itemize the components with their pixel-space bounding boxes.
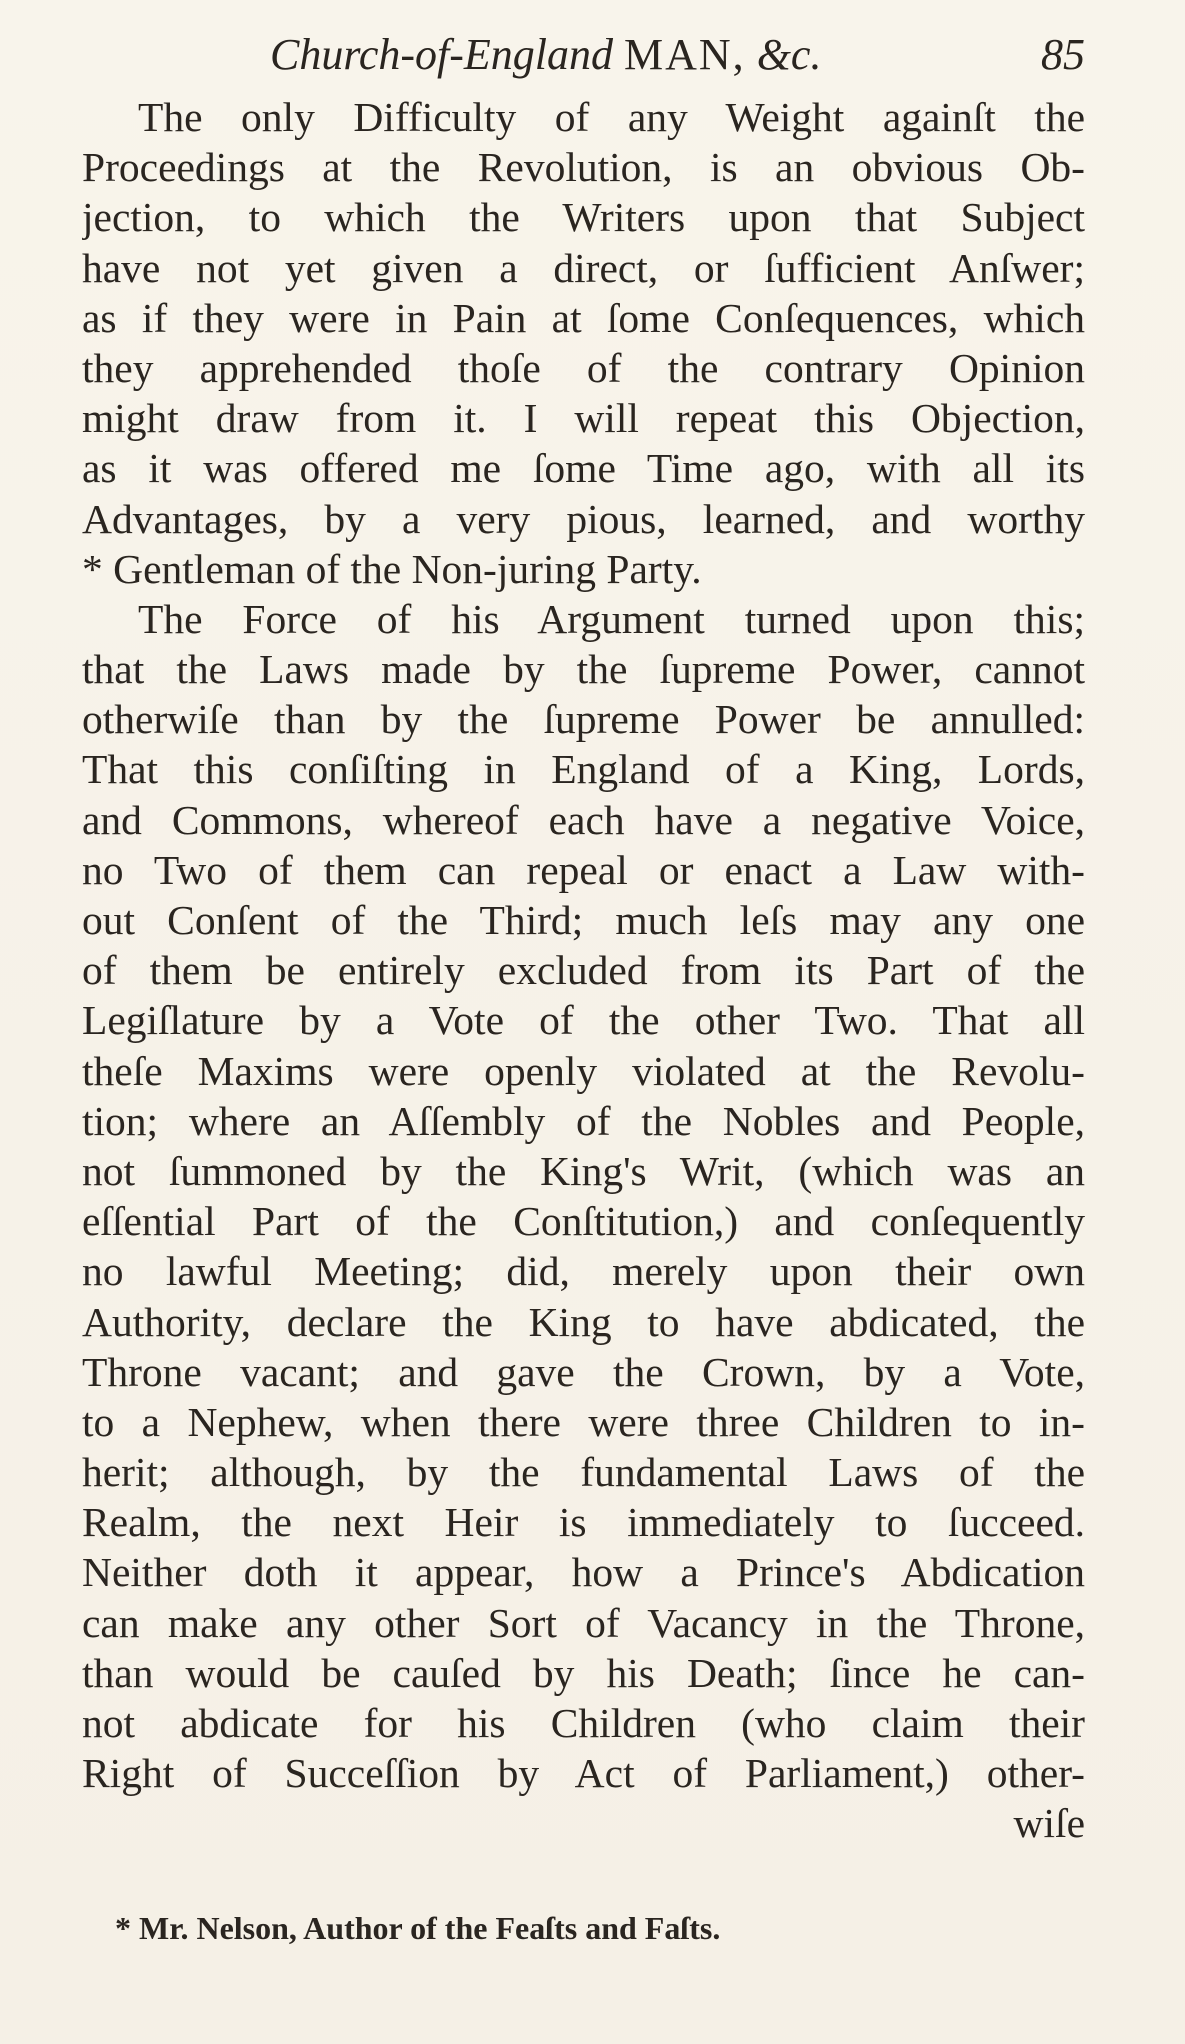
text-line: no lawful Meeting; did, merely upon their own: [82, 1248, 1085, 1295]
text-line: not abdicate for his Children (who claim their: [82, 1700, 1085, 1746]
text-line: Realm, the next Heir is immediately to ſucceed.: [82, 1499, 1085, 1546]
text-line: and Commons, whereof each have a negative Voice,: [82, 796, 1085, 843]
running-head-title-tail: &c.: [756, 30, 822, 79]
running-head-title-caps: MAN,: [624, 30, 746, 79]
running-head-title-italic: Church-of-England: [270, 30, 613, 79]
text-line: The only Difficulty of any Weight againſt the: [138, 94, 1085, 140]
text-line: might draw from it. I will repeat this Objection,: [82, 395, 1085, 442]
text-line: jection, to which the Writers upon that Subject: [82, 194, 1085, 241]
text-line: Throne vacant; and gave the Crown, by a Vote,: [82, 1348, 1085, 1395]
catchword: wiſe: [1013, 1800, 1085, 1847]
text-line: theſe Maxims were openly violated at the Revolu-: [82, 1047, 1085, 1094]
text-line: to a Nephew, when there were three Children to in-: [82, 1398, 1085, 1445]
running-head: [0, 22, 1085, 88]
text-line: Authority, declare the King to have abdicated, the: [82, 1298, 1085, 1345]
footnote: * Mr. Nelson, Author of the Feaſts and Faſts.: [115, 1910, 721, 1946]
text-line: out Conſent of the Third; much leſs may any one: [82, 897, 1085, 943]
text-line: than would be cauſed by his Death; ſince he can-: [82, 1649, 1085, 1696]
page-number: 85: [1041, 30, 1085, 79]
text-line: Legiſlature by a Vote of the other Two. That all: [82, 997, 1085, 1044]
text-line: * Gentleman of the Non-juring Party.: [82, 545, 702, 592]
text-line: The Force of his Argument turned upon this;: [138, 595, 1085, 642]
text-line: as if they were in Pain at ſome Conſequences, which: [82, 294, 1085, 341]
text-line: not ſummoned by the King's Writ, (which was an: [82, 1147, 1085, 1194]
text-line: tion; where an Aſſembly of the Nobles and People,: [82, 1097, 1085, 1144]
text-line: Proceedings at the Revolution, is an obvious Ob-: [82, 144, 1085, 191]
text-line: Neither doth it appear, how a Prince's Abdication: [82, 1549, 1085, 1596]
text-line: as it was offered me ſome Time ago, with all its: [82, 445, 1085, 492]
text-line: Right of Succeſſion by Act of Parliament,) other-: [82, 1750, 1085, 1797]
text-line: eſſential Part of the Conſtitution,) and conſequently: [82, 1198, 1085, 1245]
text-line: have not yet given a direct, or ſufficient Anſwer;: [82, 244, 1085, 291]
text-line: can make any other Sort of Vacancy in the Throne,: [82, 1599, 1085, 1646]
text-line: Advantages, by a very pious, learned, and worthy: [82, 495, 1085, 542]
text-line: of them be entirely excluded from its Part of the: [82, 947, 1085, 994]
text-line: they apprehended thoſe of the contrary Opinion: [82, 344, 1085, 391]
text-line: herit; although, by the fundamental Laws of the: [82, 1449, 1085, 1496]
text-line: otherwiſe than by the ſupreme Power be annulled:: [82, 696, 1085, 743]
running-head-title: [270, 22, 821, 88]
text-line: That this conſiſting in England of a King, Lords,: [82, 746, 1085, 793]
text-line: no Two of them can repeal or enact a Law with-: [82, 846, 1085, 893]
body-text: [82, 92, 1085, 1849]
text-line: that the Laws made by the ſupreme Power, cannot: [82, 646, 1085, 693]
